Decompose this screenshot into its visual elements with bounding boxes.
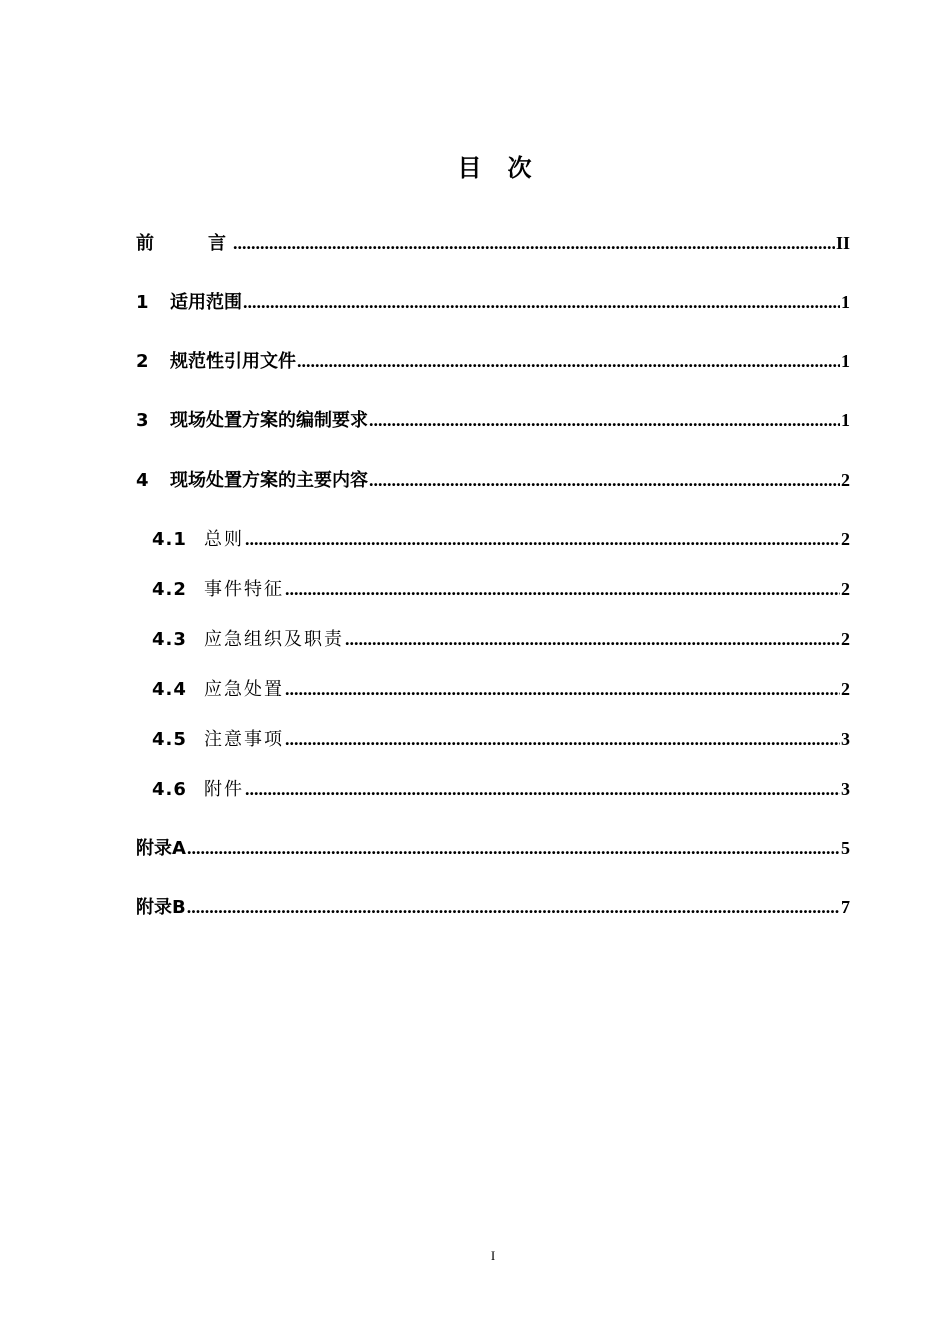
toc-entry-number: 2 — [136, 351, 150, 372]
toc-entry-4-1[interactable] — [152, 526, 850, 552]
toc-entry-4-2[interactable] — [152, 576, 850, 602]
toc-entry-title: 现场处置方案的编制要求 — [170, 410, 368, 431]
toc-entry-number: 4.5 — [152, 729, 187, 750]
toc-entry-title: 附录B — [136, 897, 186, 918]
toc-entry-appendix-b[interactable] — [136, 894, 850, 920]
toc-entry-title: 事件特征 — [204, 579, 284, 600]
toc-entry-4-3[interactable] — [152, 626, 850, 652]
toc-leader-dots — [285, 726, 840, 752]
toc-entry-appendix-a[interactable] — [136, 835, 850, 861]
toc-entry-number: 1 — [136, 292, 150, 313]
toc-entry-page: 5 — [841, 838, 850, 858]
toc-entry-4-5[interactable] — [152, 726, 850, 752]
toc-leader-dots — [297, 348, 840, 374]
toc-entry-page: 3 — [841, 729, 850, 749]
toc-entry-page: 1 — [841, 351, 850, 371]
toc-entry-title: 注意事项 — [204, 729, 284, 750]
toc-entry-page: 2 — [841, 529, 850, 549]
toc-entry-preface[interactable] — [136, 230, 850, 256]
toc-entry-page: 2 — [841, 579, 850, 599]
toc-leader-dots — [245, 776, 840, 802]
toc-entry-page: 7 — [841, 897, 850, 917]
toc-entry-title: 总则 — [204, 529, 244, 550]
toc-entry-title: 规范性引用文件 — [170, 351, 296, 372]
toc-entry-title: 适用范围 — [170, 292, 242, 313]
toc-entry-number: 4 — [136, 470, 150, 491]
toc-entry-3[interactable] — [136, 407, 850, 433]
toc-entry-page: 1 — [841, 410, 850, 430]
page-title: 目 次 — [457, 154, 533, 182]
toc-leader-dots — [187, 894, 840, 920]
toc-entry-page: 1 — [841, 292, 850, 312]
toc-entry-4-6[interactable] — [152, 776, 850, 802]
toc-leader-dots — [243, 289, 840, 315]
toc-entry-page: 3 — [841, 779, 850, 799]
toc-leader-dots — [245, 526, 840, 552]
toc-entry-number: 4.2 — [152, 579, 187, 600]
toc-entry-number: 4.1 — [152, 529, 187, 550]
toc-entry-title: 应急组织及职责 — [204, 629, 344, 650]
toc-leader-dots — [369, 407, 840, 433]
toc-leader-dots — [233, 230, 835, 256]
toc-entry-title: 应急处置 — [204, 679, 284, 700]
toc-leader-dots — [285, 576, 840, 602]
toc-entry-title: 附录A — [136, 838, 186, 859]
toc-entry-number: 4.3 — [152, 629, 187, 650]
toc-leader-dots — [345, 626, 840, 652]
toc-leader-dots — [369, 467, 840, 493]
toc-entry-number: 4.4 — [152, 679, 187, 700]
footer-page-number: I — [490, 1248, 496, 1263]
toc-entry-title: 现场处置方案的主要内容 — [170, 470, 368, 491]
toc-entry-1[interactable] — [136, 289, 850, 315]
toc-entry-page: 2 — [841, 470, 850, 490]
toc-entry-2[interactable] — [136, 348, 850, 374]
toc-entry-4[interactable] — [136, 467, 850, 493]
toc-entry-4-4[interactable] — [152, 676, 850, 702]
toc-entry-number: 3 — [136, 410, 150, 431]
toc-entry-number: 4.6 — [152, 779, 187, 800]
toc-entry-page: 2 — [841, 679, 850, 699]
toc-entry-page: 2 — [841, 629, 850, 649]
toc-entry-title: 附件 — [204, 779, 244, 800]
toc-leader-dots — [187, 835, 840, 861]
toc-entry-title: 前 言 — [136, 233, 232, 254]
toc-leader-dots — [285, 676, 840, 702]
toc-entry-page: II — [835, 233, 850, 253]
